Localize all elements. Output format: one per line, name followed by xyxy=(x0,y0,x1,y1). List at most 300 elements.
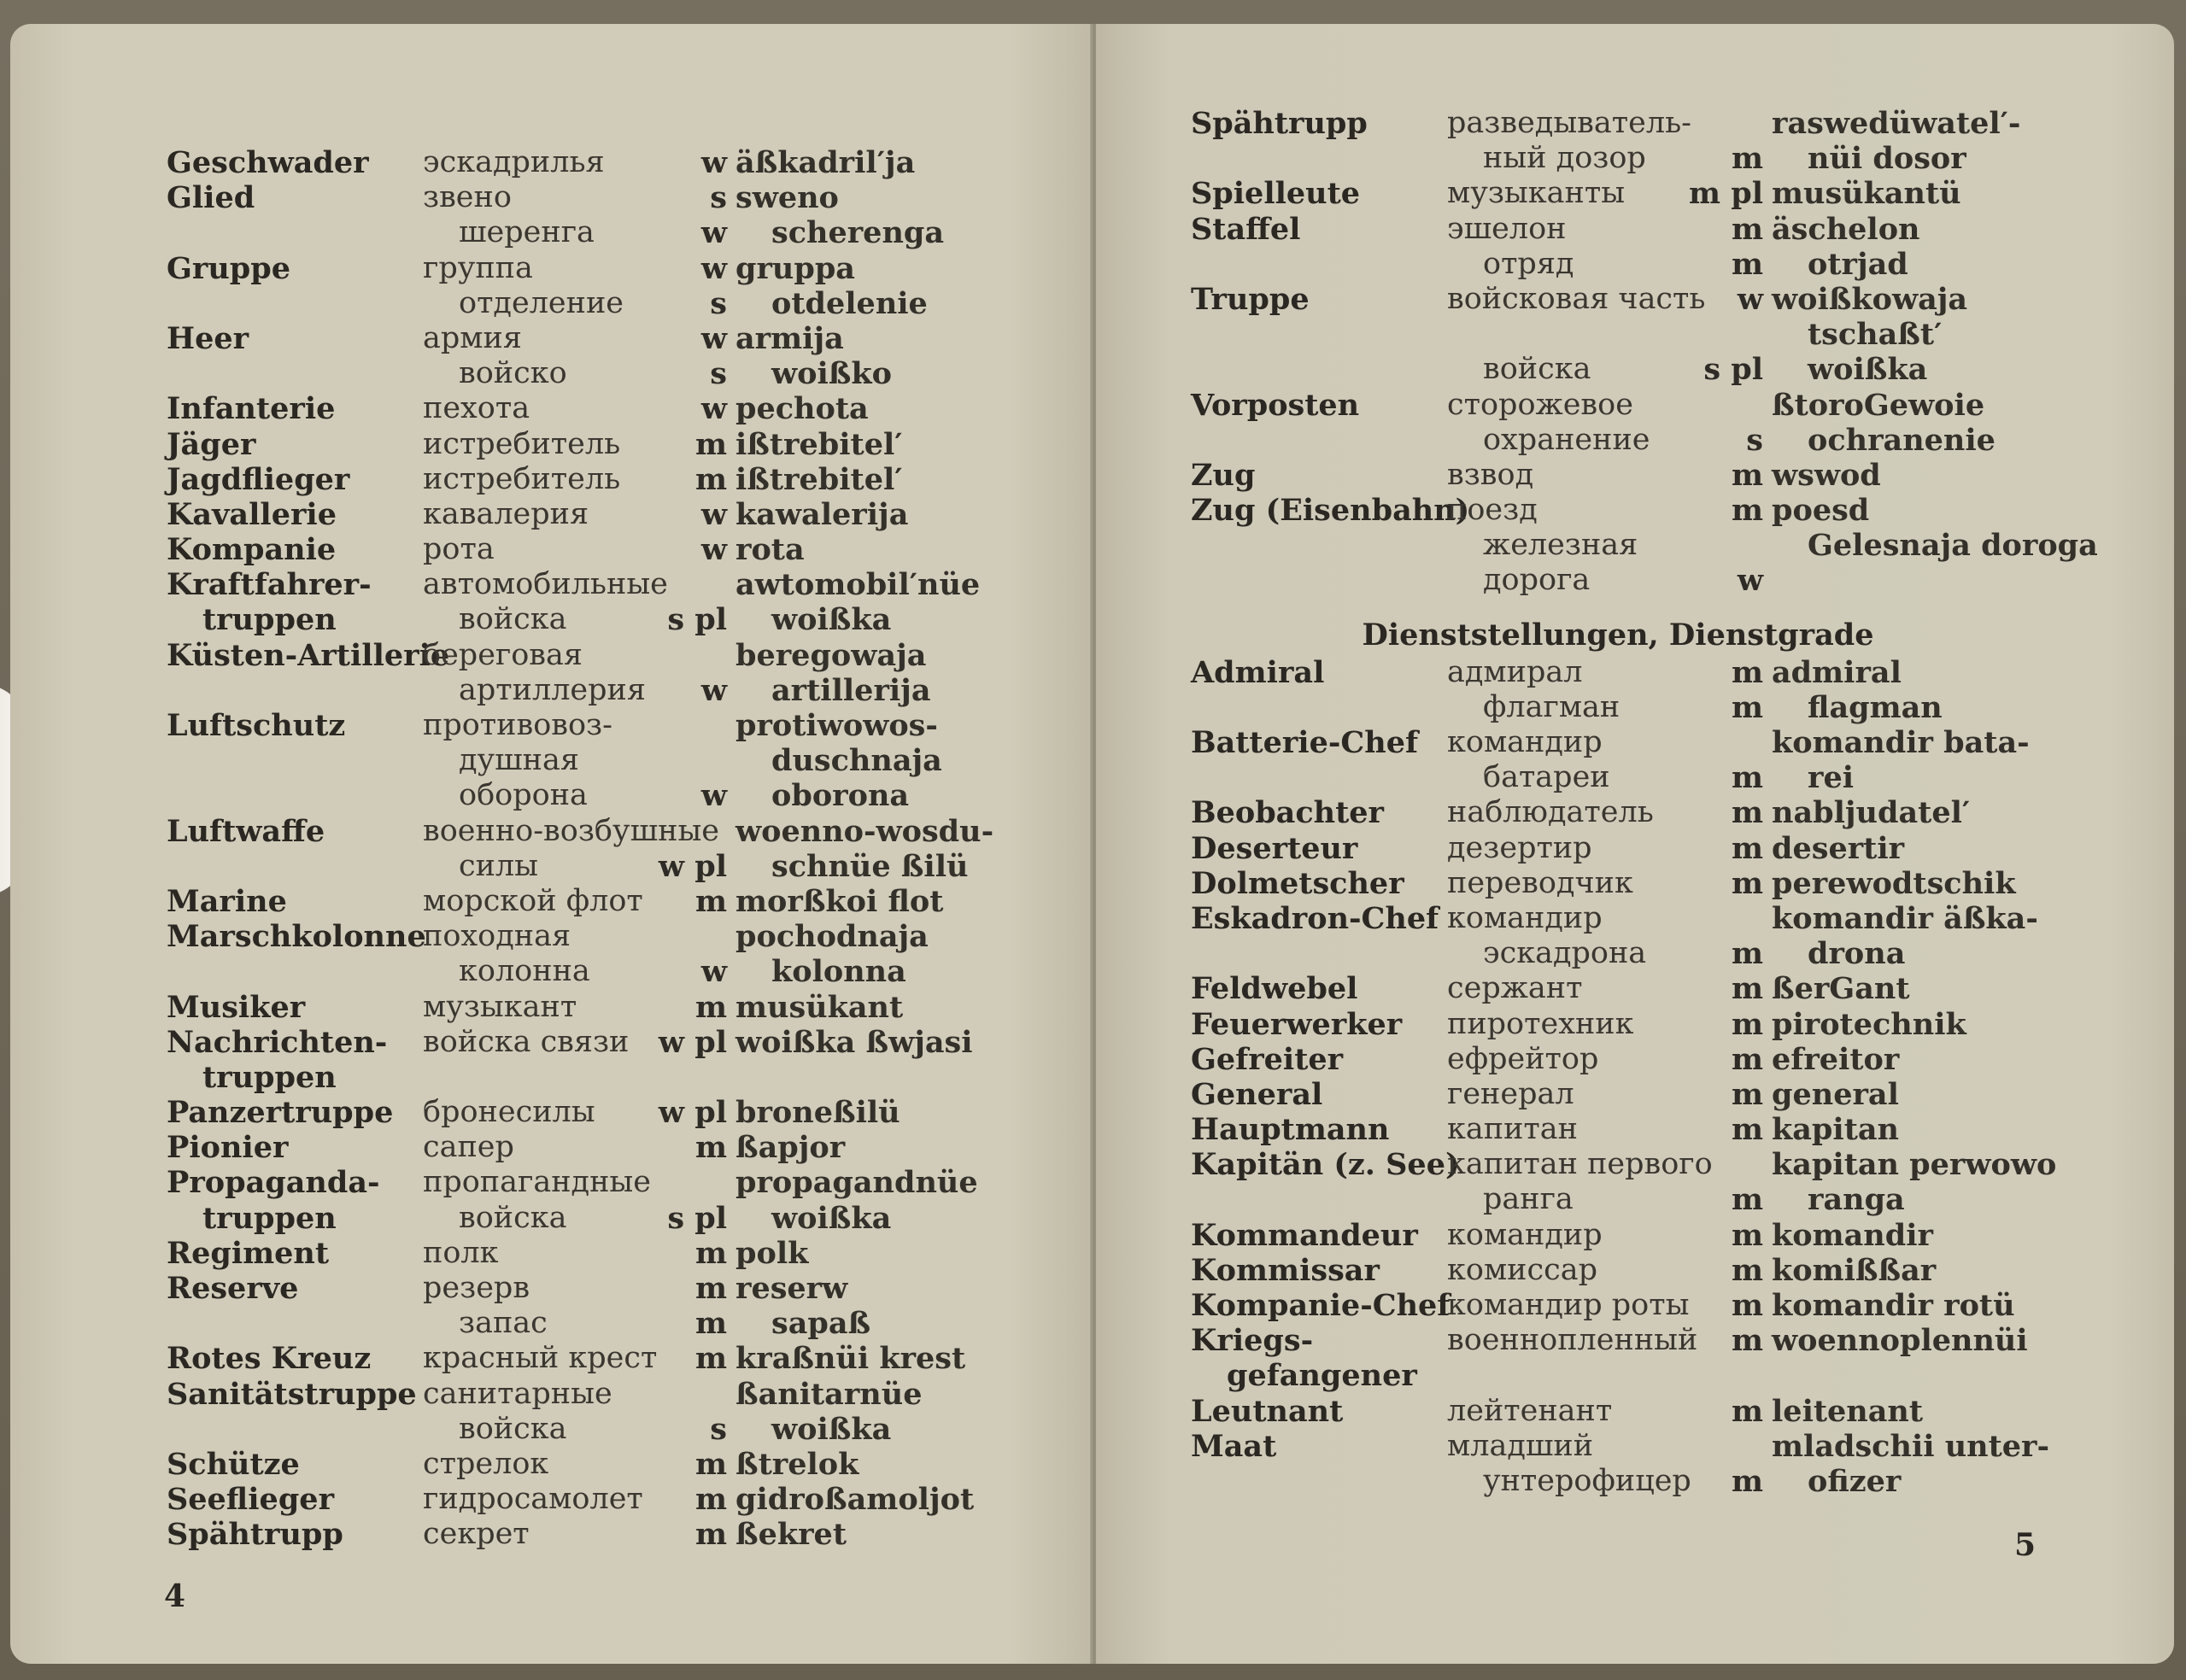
russian-line xyxy=(423,954,736,989)
russian-line xyxy=(423,145,736,180)
gender-marker: m xyxy=(1731,936,1763,972)
dictionary-entry xyxy=(167,321,1021,391)
russian-word: командир xyxy=(1447,1217,1603,1252)
right-page-entries xyxy=(1191,106,2098,1499)
russian-word: музыкант xyxy=(423,989,577,1024)
dictionary-entry xyxy=(1191,1288,2045,1323)
gender-marker: s xyxy=(1746,422,1763,458)
transliteration-line: drona xyxy=(1808,936,1906,972)
transliteration xyxy=(1772,493,2174,599)
russian-word: войска xyxy=(459,1200,567,1235)
german-line xyxy=(167,215,423,250)
russian-line xyxy=(1447,1394,1772,1429)
russian-line xyxy=(1447,1253,1772,1288)
transliteration xyxy=(736,145,1093,180)
russian-word: охранение xyxy=(1483,422,1650,457)
russian-term xyxy=(423,1447,736,1482)
gender-marker: m xyxy=(1731,1006,1763,1042)
dictionary-entry xyxy=(167,391,1021,426)
transliteration-line: ranga xyxy=(1808,1182,1905,1218)
transliteration xyxy=(1772,1394,2174,1429)
german-line: Nachrichten- xyxy=(167,1024,388,1060)
russian-line xyxy=(1447,725,1772,760)
german-term xyxy=(1191,1007,1447,1042)
russian-line xyxy=(423,1201,736,1236)
russian-word: эшелон xyxy=(1447,211,1567,246)
russian-word: санитарные xyxy=(423,1376,612,1411)
russian-term xyxy=(423,1517,736,1552)
russian-term xyxy=(1447,458,1772,493)
russian-word: походная xyxy=(423,919,571,954)
russian-term xyxy=(1447,1218,1772,1253)
transliteration xyxy=(736,1236,1093,1271)
russian-term xyxy=(1447,212,1772,282)
russian-word: береговая xyxy=(423,637,583,672)
german-line: Hauptmann xyxy=(1191,1112,1390,1148)
gender-marker: m xyxy=(1731,246,1763,282)
russian-word: музыканты xyxy=(1447,176,1626,211)
russian-term xyxy=(1447,795,1772,830)
transliteration-line: ßekret xyxy=(736,1517,847,1553)
russian-line xyxy=(423,814,736,849)
russian-word: красный крест xyxy=(423,1341,658,1376)
german-term xyxy=(167,990,423,1025)
gender-marker: w pl xyxy=(658,1095,727,1131)
dictionary-entry xyxy=(1191,1042,2045,1077)
russian-word: противовоз- xyxy=(423,708,612,742)
german-term xyxy=(167,567,423,637)
gender-marker: s xyxy=(710,1411,727,1447)
russian-word: колонна xyxy=(459,954,590,989)
transliteration-line: Gelesnaja doroga xyxy=(1808,528,2098,564)
transliteration-line: pochodnaja xyxy=(736,919,929,955)
gender-marker: m xyxy=(1731,795,1763,831)
russian-word: капитан первого xyxy=(1447,1147,1713,1182)
russian-word: железная xyxy=(1483,528,1638,563)
transliteration xyxy=(1772,725,2174,795)
german-term xyxy=(1191,1394,1447,1429)
gender-marker: w xyxy=(700,320,727,356)
transliteration-line: poesd xyxy=(1772,493,1870,529)
russian-term xyxy=(423,1271,736,1341)
german-term xyxy=(1191,176,1447,211)
transliteration xyxy=(736,1095,1093,1130)
russian-line xyxy=(1447,760,1772,795)
german-term xyxy=(167,1341,423,1376)
transliteration xyxy=(1772,1147,2174,1217)
russian-line xyxy=(1447,1007,1772,1042)
russian-word: звено xyxy=(423,180,512,215)
transliteration xyxy=(736,884,1093,919)
gender-marker: m xyxy=(1731,830,1763,866)
german-line xyxy=(1191,563,1447,598)
russian-line xyxy=(423,1482,736,1517)
russian-term xyxy=(1447,1253,1772,1288)
russian-word: младший xyxy=(1447,1428,1594,1463)
german-line: Jäger xyxy=(167,426,256,462)
russian-word: генерал xyxy=(1447,1076,1574,1111)
russian-word: войска xyxy=(459,602,567,637)
german-line: Kavallerie xyxy=(167,496,337,532)
russian-term xyxy=(423,532,736,567)
transliteration-line: äschelon xyxy=(1772,211,1920,247)
german-term xyxy=(1191,493,1470,599)
transliteration xyxy=(1772,866,2174,901)
russian-term xyxy=(423,497,736,532)
page-number: 4 xyxy=(164,1578,186,1614)
transliteration xyxy=(1772,1429,2174,1499)
german-line xyxy=(167,954,423,989)
gender-marker: m xyxy=(694,426,727,462)
german-line: truppen xyxy=(202,1200,337,1236)
gender-marker: m xyxy=(1731,141,1763,177)
german-line: Leutnant xyxy=(1191,1393,1344,1429)
russian-line xyxy=(1447,901,1772,936)
german-term xyxy=(1191,458,1447,493)
dictionary-entry xyxy=(167,145,1021,180)
dictionary-entry xyxy=(1191,831,2045,866)
german-line: Spähtrupp xyxy=(167,1517,343,1553)
russian-word: полк xyxy=(423,1235,499,1270)
transliteration-line: reserw xyxy=(736,1271,848,1306)
russian-term xyxy=(1447,655,1772,725)
russian-line xyxy=(1447,1077,1772,1112)
transliteration-line: ßapjor xyxy=(736,1130,846,1166)
dictionary-entry xyxy=(1191,1147,2057,1218)
transliteration-line: general xyxy=(1772,1076,1899,1112)
german-line: Reserve xyxy=(167,1271,299,1306)
gender-marker: w pl xyxy=(658,1024,727,1060)
transliteration-line: woenno-wosdu- xyxy=(736,813,994,849)
transliteration-line: morßkoi flot xyxy=(736,883,944,919)
russian-term xyxy=(1447,866,1772,901)
russian-term xyxy=(423,1236,736,1271)
transliteration-line: woißka xyxy=(1808,352,1928,388)
transliteration-line: admiral xyxy=(1772,654,1902,690)
russian-line xyxy=(1447,106,1772,141)
russian-term xyxy=(1447,725,1772,795)
gender-marker: m xyxy=(694,1517,727,1553)
transliteration xyxy=(736,1447,1093,1482)
russian-line xyxy=(423,884,736,919)
transliteration-line: artillerija xyxy=(771,672,931,708)
left-page-entries xyxy=(167,145,1021,1553)
transliteration xyxy=(736,1482,1093,1517)
transliteration-line: schnüe ßilü xyxy=(771,848,969,884)
transliteration xyxy=(1772,901,2174,971)
transliteration-line: gruppa xyxy=(736,250,855,286)
german-term xyxy=(1191,1077,1447,1112)
transliteration-line: musükant xyxy=(736,989,904,1025)
german-line: Schütze xyxy=(167,1446,300,1482)
russian-line xyxy=(1447,1218,1772,1253)
russian-line xyxy=(423,602,736,637)
german-line: Panzertruppe xyxy=(167,1095,394,1131)
transliteration-line: leitenant xyxy=(1772,1393,1924,1429)
dictionary-entry xyxy=(167,638,1021,708)
russian-line xyxy=(1447,317,1772,352)
transliteration-line: awtomobil′nüe xyxy=(736,567,981,603)
german-line xyxy=(1191,936,1447,971)
transliteration xyxy=(1772,458,2174,493)
transliteration xyxy=(736,1165,1093,1235)
russian-line xyxy=(423,1341,736,1376)
german-line: Kompanie xyxy=(167,532,337,568)
dictionary-entry xyxy=(167,1517,1021,1552)
dictionary-entry xyxy=(167,919,1021,989)
german-term xyxy=(167,637,450,708)
russian-term xyxy=(1447,901,1772,971)
right-page xyxy=(1096,24,2174,1664)
transliteration-line: komandir xyxy=(1772,1217,1933,1253)
transliteration-line: rei xyxy=(1808,760,1855,796)
transliteration xyxy=(736,990,1093,1025)
transliteration-line: duschnaja xyxy=(771,743,942,779)
gender-marker: w xyxy=(700,496,727,532)
transliteration-line: kawalerija xyxy=(736,496,909,532)
german-line xyxy=(1191,352,1447,387)
german-line: Feuerwerker xyxy=(1191,1006,1403,1042)
german-term xyxy=(1191,831,1447,866)
german-term xyxy=(1191,1429,1447,1499)
russian-word: войсковая часть xyxy=(1447,281,1706,316)
gender-marker: m xyxy=(1731,865,1763,901)
russian-line xyxy=(1447,247,1772,282)
gender-marker: m xyxy=(694,989,727,1025)
dictionary-entry xyxy=(167,990,1021,1025)
german-line xyxy=(1191,141,1447,176)
german-term xyxy=(167,884,423,919)
transliteration xyxy=(736,321,1093,391)
transliteration-line xyxy=(1772,1358,2174,1393)
transliteration xyxy=(1772,971,2174,1006)
transliteration-line: ißtrebitel′ xyxy=(736,426,903,462)
german-line: Jagdflieger xyxy=(167,461,350,497)
german-line: General xyxy=(1191,1076,1323,1112)
gender-marker: m xyxy=(1731,1323,1763,1359)
transliteration xyxy=(736,532,1093,567)
dictionary-entry xyxy=(167,532,1021,567)
german-line: truppen xyxy=(202,1059,337,1095)
russian-line xyxy=(423,1412,736,1447)
transliteration-line: ßtrelok xyxy=(736,1446,859,1482)
russian-term xyxy=(1447,1007,1772,1042)
transliteration xyxy=(1772,1323,2174,1393)
russian-word: комиссар xyxy=(1447,1252,1597,1287)
german-line xyxy=(167,286,423,321)
transliteration-line xyxy=(1772,563,2174,598)
gender-marker: m xyxy=(1731,1463,1763,1499)
transliteration-line: propagandnüe xyxy=(736,1165,978,1201)
transliteration-line: äßkadril′ja xyxy=(736,145,916,180)
transliteration-line: pechota xyxy=(736,391,869,427)
gender-marker: m xyxy=(1731,1112,1763,1148)
dictionary-entry xyxy=(167,497,1021,532)
russian-word: истребитель xyxy=(423,426,621,461)
german-line xyxy=(167,356,423,391)
german-line: Feldwebel xyxy=(1191,971,1358,1007)
german-line: Gefreiter xyxy=(1191,1041,1344,1077)
german-line xyxy=(1191,247,1447,282)
gender-marker: s xyxy=(710,356,727,392)
german-line: Deserteur xyxy=(1191,830,1358,866)
russian-word: взвод xyxy=(1447,457,1534,492)
transliteration-line: polk xyxy=(736,1235,809,1271)
german-line xyxy=(167,673,423,708)
russian-term xyxy=(1447,493,1772,599)
russian-line xyxy=(423,215,736,250)
transliteration-line: perewodtschik xyxy=(1772,865,2016,901)
russian-line xyxy=(423,1060,736,1095)
russian-term xyxy=(423,1130,736,1165)
russian-line xyxy=(1447,655,1772,690)
german-term xyxy=(1191,655,1447,725)
russian-line xyxy=(423,1377,736,1412)
dictionary-entry xyxy=(1191,388,2045,458)
russian-term xyxy=(423,638,736,708)
german-line: Zug (Eisenbahn) xyxy=(1191,493,1470,529)
german-line: Kompanie-Chef xyxy=(1191,1288,1450,1323)
russian-line xyxy=(1447,141,1772,176)
russian-word: артиллерия xyxy=(459,672,646,707)
section-heading: Dienststellungen, Dienstgrade xyxy=(1362,617,1874,653)
russian-word: войска связи xyxy=(423,1024,630,1059)
german-line: Marschkolonne xyxy=(167,919,426,955)
russian-word: флагман xyxy=(1483,689,1620,724)
transliteration-line: woißka xyxy=(771,1200,892,1236)
dictionary-entry xyxy=(1191,1428,2050,1499)
russian-term xyxy=(423,391,736,426)
russian-line xyxy=(423,286,736,321)
transliteration xyxy=(1772,106,2174,176)
russian-line xyxy=(1447,1288,1772,1323)
gender-marker: m xyxy=(694,1235,727,1271)
russian-line xyxy=(423,180,736,215)
transliteration-line: ißtrebitel′ xyxy=(736,461,903,497)
transliteration-line: beregowaja xyxy=(736,637,927,673)
russian-word: капитан xyxy=(1447,1112,1578,1147)
transliteration-line: ßanitarnüe xyxy=(736,1376,923,1412)
german-term xyxy=(167,1236,423,1271)
german-term xyxy=(1191,1253,1447,1288)
dictionary-entry xyxy=(167,1165,1021,1235)
german-line: Admiral xyxy=(1191,654,1325,690)
russian-line xyxy=(1447,493,1772,528)
transliteration xyxy=(736,638,1093,708)
russian-word: гидросамолет xyxy=(423,1482,643,1517)
russian-line xyxy=(423,497,736,532)
gender-marker: m xyxy=(694,461,727,497)
gender-marker: w xyxy=(700,954,727,990)
german-line xyxy=(167,1412,423,1447)
dictionary-entry xyxy=(167,427,1021,462)
german-line: Musiker xyxy=(167,989,306,1025)
german-term xyxy=(167,1165,423,1235)
german-line: Kriegs- xyxy=(1191,1323,1314,1359)
dictionary-entry xyxy=(167,814,1021,884)
russian-word: дезертир xyxy=(1447,830,1592,865)
dictionary-entry xyxy=(1191,901,2045,971)
russian-term xyxy=(1447,1288,1772,1323)
russian-term xyxy=(1447,1077,1772,1112)
russian-line xyxy=(1447,212,1772,247)
russian-word: эскадрилья xyxy=(423,145,605,179)
russian-line xyxy=(1447,971,1772,1006)
russian-term xyxy=(423,990,736,1025)
dictionary-entry xyxy=(1191,971,2045,1006)
transliteration-line: kapitan perwowo xyxy=(1772,1147,2057,1183)
transliteration xyxy=(1772,831,2174,866)
transliteration-line: scherenga xyxy=(771,215,945,251)
russian-word: секрет xyxy=(423,1517,530,1552)
russian-word: кавалерия xyxy=(423,496,589,531)
gender-marker: s pl xyxy=(1703,352,1763,388)
russian-term xyxy=(1447,1042,1772,1077)
transliteration-line: woißka xyxy=(771,1411,892,1447)
german-line: Heer xyxy=(167,320,249,356)
gender-marker: m xyxy=(1731,457,1763,493)
german-line: Beobachter xyxy=(1191,795,1384,831)
german-line: Kapitän (z. See) xyxy=(1191,1147,1460,1183)
german-line xyxy=(1191,1182,1447,1217)
russian-line xyxy=(1447,831,1772,866)
transliteration-line: gidroßamoljot xyxy=(736,1482,975,1518)
gender-marker: w xyxy=(700,250,727,286)
gender-marker: m xyxy=(1731,1182,1763,1218)
german-line: Kommandeur xyxy=(1191,1217,1418,1253)
german-line: Batterie-Chef xyxy=(1191,725,1419,760)
transliteration-line: ochranenie xyxy=(1808,422,1996,458)
russian-term xyxy=(1447,1394,1772,1429)
russian-word: морской флот xyxy=(423,883,643,918)
german-term xyxy=(167,145,423,180)
russian-line xyxy=(423,1130,736,1165)
russian-line xyxy=(423,919,736,954)
transliteration xyxy=(736,708,1093,814)
german-line: Eskadron-Chef xyxy=(1191,900,1439,936)
gender-marker: m xyxy=(1731,654,1763,690)
russian-word: стрелок xyxy=(423,1446,549,1481)
dictionary-entry xyxy=(1191,1323,2045,1393)
gender-marker: m xyxy=(1731,1252,1763,1288)
gender-marker: s pl xyxy=(667,1200,727,1236)
transliteration-line: woennoplennüi xyxy=(1772,1323,2028,1359)
gender-marker: m xyxy=(694,1482,727,1518)
gender-marker: w xyxy=(1737,281,1763,317)
german-term xyxy=(167,497,423,532)
russian-line xyxy=(423,1271,736,1306)
russian-line xyxy=(1447,282,1772,317)
russian-word: командир роты xyxy=(1447,1288,1690,1322)
russian-word: унтерофицер xyxy=(1483,1463,1691,1498)
german-line xyxy=(167,743,423,778)
transliteration xyxy=(736,462,1093,497)
russian-line xyxy=(423,1236,736,1271)
transliteration xyxy=(1772,795,2174,830)
dictionary-entry xyxy=(1191,1253,2045,1288)
transliteration xyxy=(1772,1077,2174,1112)
russian-term xyxy=(423,1025,736,1095)
german-line: Sanitätstruppe xyxy=(167,1376,417,1412)
transliteration-line: ßerGant xyxy=(1772,971,1910,1007)
russian-line xyxy=(423,321,736,356)
german-line: Luftwaffe xyxy=(167,813,325,849)
transliteration xyxy=(736,251,1093,321)
transliteration-line: wswod xyxy=(1772,457,1881,493)
russian-line xyxy=(423,567,736,602)
dictionary-entry xyxy=(1191,1218,2045,1253)
gender-marker: s xyxy=(710,180,727,216)
